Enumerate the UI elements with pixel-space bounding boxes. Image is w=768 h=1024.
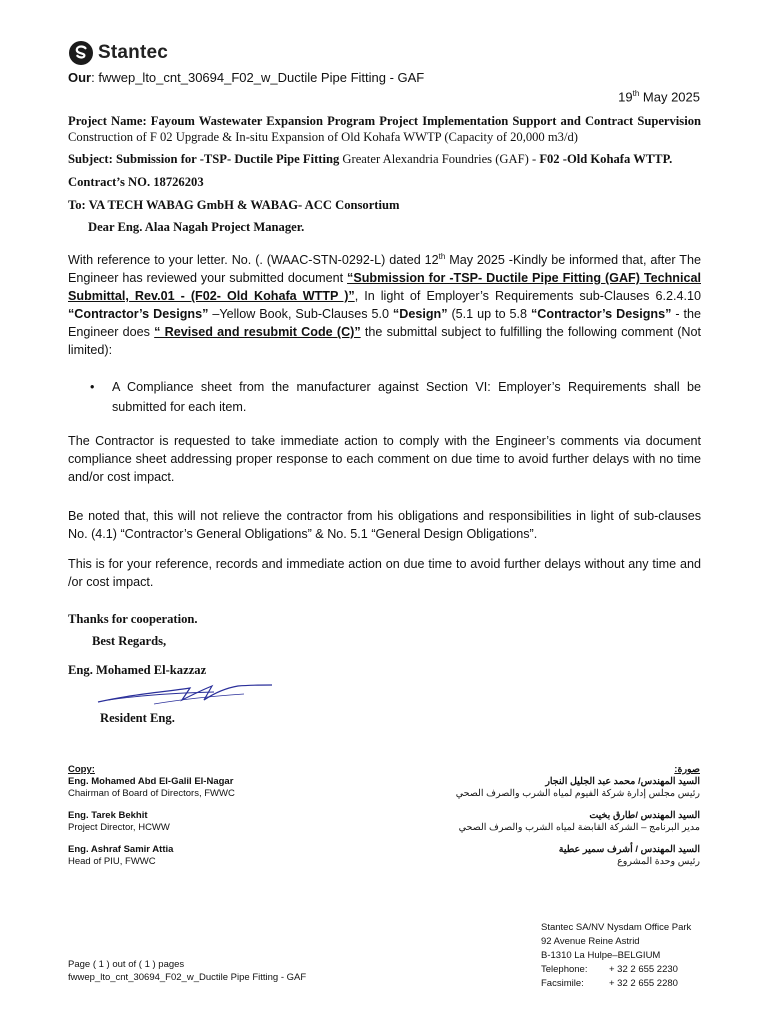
body-paragraph-1 — [68, 248, 701, 359]
date-suffix: th — [632, 89, 640, 98]
fax-value: + 32 2 655 2280 — [609, 978, 678, 989]
footer-reference: fwwep_lto_cnt_30694_F02_w_Ductile Pipe Fitting - GAF — [68, 972, 307, 983]
bullet-dot-icon: • — [90, 380, 95, 394]
p1-clause-3: “Contractor’s Designs” — [530, 307, 672, 322]
p1-text-b: May 2025 -Kindly be informed that, after The Engineer has reviewed your submitted document — [68, 253, 701, 286]
telephone-label: Telephone: — [541, 964, 588, 975]
body-paragraph-4: This is for your reference, records and immediate action on due time to avoid further delays without any time and /or cost impact. — [68, 557, 701, 589]
address-line: 92 Avenue Reine Astrid — [541, 936, 640, 947]
p1-text-a: With reference to your letter. No. (. (WAAC-STN-0292-L) dated 12 — [68, 253, 439, 268]
copy-name: Eng. Ashraf Samir Attia — [68, 844, 174, 855]
p1-text-h: (5.1 up to 5.8 — [447, 307, 531, 322]
address-line: B-1310 La Hulpe–BELGIUM — [541, 950, 661, 961]
bullet-text: A Compliance sheet from the manufacturer against Section VI: Employer’s Requirements shall be submitted for each item. — [112, 380, 701, 414]
copy-name: Eng. Mohamed Abd El-Galil El-Nagar — [68, 776, 234, 787]
project-label: Project Name: — [68, 114, 147, 128]
closing-regards: Best Regards, — [92, 634, 167, 648]
reference-label: Our — [68, 70, 92, 85]
telephone-value: + 32 2 655 2230 — [609, 964, 678, 975]
letter-date — [618, 89, 700, 104]
copy-name-arabic: السيد المهندس / أشرف سمير عطية — [558, 844, 700, 855]
p1-document-title: “Submission for -TSP- Ductile Pipe Fitting (GAF) Technical Submittal, Rev.01 - (F02- Old Kohafa WTTP )” — [68, 271, 701, 304]
signature-image — [94, 680, 274, 708]
p1-clause-2: “Design” — [392, 307, 448, 322]
date-rest: May 2025 — [639, 89, 700, 105]
p1-clause-1: “Contractor’s Designs” — [68, 307, 209, 322]
company-address — [541, 921, 691, 991]
subject-line — [68, 151, 701, 167]
subject-part-1: Submission for -TSP- Ductile Pipe Fitting — [115, 152, 340, 166]
copy-name-arabic: السيد المهندس/ محمد عبد الجليل النجار — [545, 776, 700, 787]
body-paragraph-3: Be noted that, this will not relieve the contractor from his obligations and responsibilities in light of sub-clauses No. (4.1) “Contractor’s General Obligations” & No. 5.1 “General Design Obligations”. — [68, 509, 701, 541]
address-line: Stantec SA/NV Nysdam Office Park — [541, 922, 692, 933]
copy-list-english — [68, 764, 235, 868]
closing-thanks: Thanks for cooperation. — [68, 612, 198, 626]
telephone-row — [541, 963, 691, 977]
project-title: Fayoum Wastewater Expansion Program Project Implementation Support and Contract Supervision — [150, 114, 702, 128]
logo-text: Stantec — [98, 42, 169, 63]
p1-text-d: , In light of Employer’s Requirements sub-Clauses 6.2.4.10 — [354, 289, 701, 304]
fax-row — [541, 977, 691, 991]
project-description: Construction of F 02 Upgrade & In-situ Expansion of Old Kohafa WWTP (Capacity of 20,000 m3/d) — [68, 130, 578, 144]
subject-part-2: Greater Alexandria Foundries (GAF) - — [339, 152, 540, 166]
copy-label-arabic: صورة: — [674, 764, 700, 775]
copy-list-arabic — [456, 764, 700, 868]
copy-label: Copy: — [68, 764, 95, 775]
contract-value: . 18726203 — [146, 175, 204, 189]
contract-number — [68, 174, 701, 190]
page-footer — [68, 958, 306, 984]
page-number: Page ( 1 ) out of ( 1 ) pages — [68, 959, 185, 970]
p1-text-l: the submittal subject to fulfilling the following comment (Not limited): — [68, 325, 701, 358]
copy-name-arabic: السيد المهندس /طارق بخيت — [589, 810, 700, 821]
copy-role-arabic: رئيس مجلس إدارة شركة الفيوم لمياه الشرب والصرف الصحي — [455, 788, 700, 799]
subject-label: Subject: — [68, 152, 113, 166]
copy-role: Project Director, HCWW — [68, 822, 170, 833]
company-logo — [68, 40, 168, 66]
p1-text-j: - the Engineer does — [68, 307, 702, 340]
subject-part-3: F02 -Old Kohafa WTTP. — [539, 152, 673, 166]
p1-sup: th — [438, 252, 446, 261]
body-paragraph-2: The Contractor is requested to take immediate action to comply with the Engineer’s comments via document compliance sheet addressing proper response to each comment on due time to avoid further delays with no time and/or cost impact. — [68, 434, 701, 484]
fax-label: Facsimile: — [541, 978, 584, 989]
copy-role: Head of PIU, FWWC — [68, 856, 156, 867]
reference-line — [68, 70, 424, 85]
p1-code: “ Revised and resubmit Code (C)” — [154, 325, 361, 340]
reference-value: : fwwep_lto_cnt_30694_F02_w_Ductile Pipe Fitting - GAF — [91, 70, 425, 85]
signer-name: Eng. Mohamed El-kazzaz — [68, 663, 207, 677]
bullet-item — [90, 377, 701, 417]
p1-text-f: –Yellow Book, Sub-Clauses 5.0 — [208, 307, 393, 322]
project-name — [68, 113, 701, 145]
copy-name: Eng. Tarek Bekhit — [68, 810, 148, 821]
copy-role: Chairman of Board of Directors, FWWC — [68, 788, 235, 799]
contract-label: Contract’s NO — [68, 175, 147, 189]
copy-role-arabic: مدير البرنامج – الشركة القابضة لمياه الشرب والصرف الصحي — [458, 822, 700, 833]
recipient: To: VA TECH WABAG GmbH & WABAG- ACC Consortium — [68, 198, 400, 212]
date-day: 19 — [618, 89, 633, 105]
salutation: Dear Eng. Alaa Nagah Project Manager. — [88, 220, 305, 234]
stantec-logo-icon — [68, 40, 94, 66]
copy-role-arabic: رئيس وحدة المشروع — [617, 856, 700, 867]
signer-title: Resident Eng. — [100, 711, 175, 725]
